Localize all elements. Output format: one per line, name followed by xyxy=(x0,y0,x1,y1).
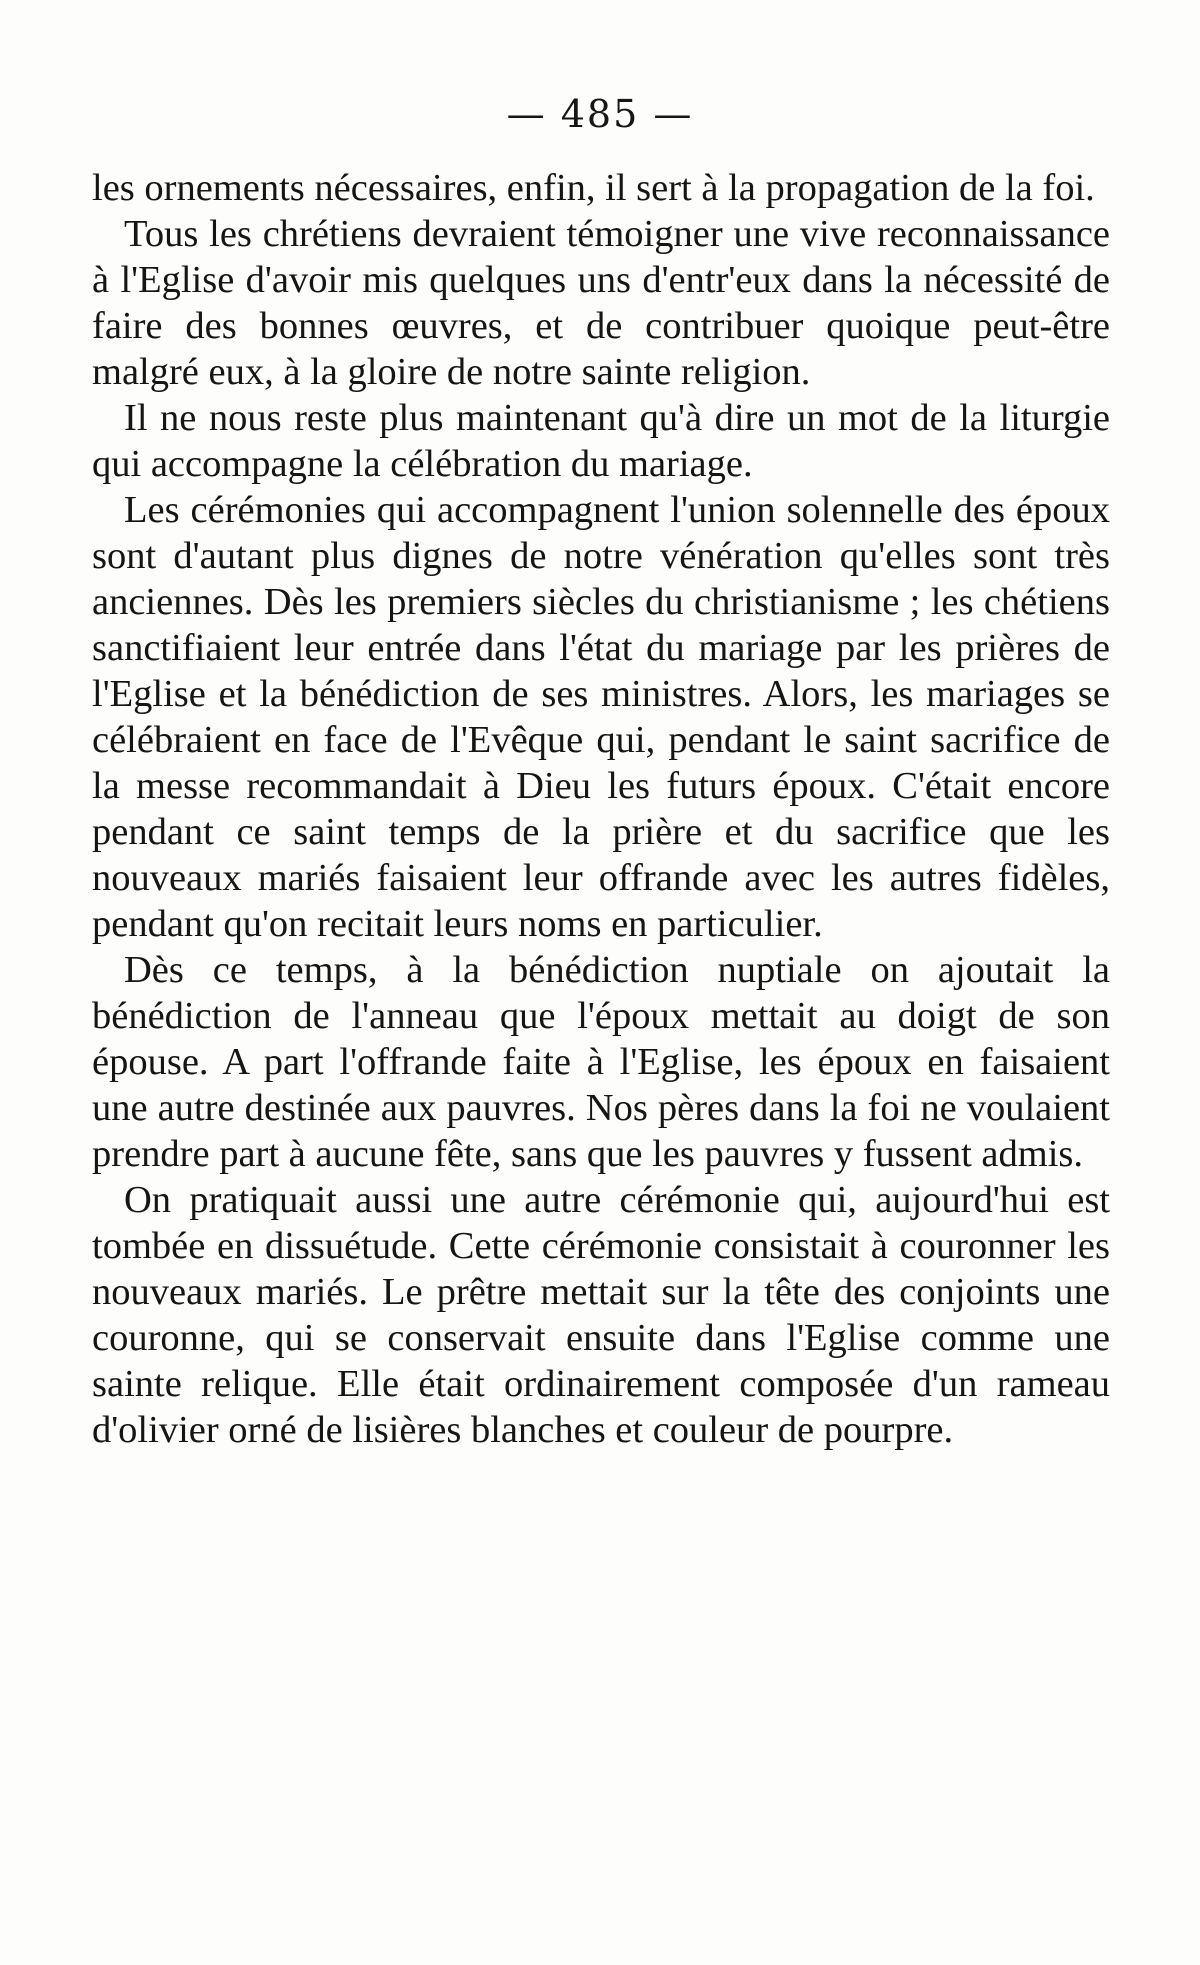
paragraph-2: Tous les chrétiens devraient témoigner une vive reconnaissance à l'Eglise d'avoir mis quelques uns d'entr'eux dans la nécessité de faire des bonnes œuvres, et de contribuer quoique peut-être malgré eux, à la gloire de notre sainte religion. xyxy=(92,213,1110,393)
paragraph-1: les ornements nécessaires, enfin, il sert à la propagation de la foi. xyxy=(92,167,1095,209)
page-number: — 485 — xyxy=(506,92,694,136)
paragraph-4: Les cérémonies qui accompagnent l'union solennelle des époux sont d'autant plus dignes de notre vénération qu'elles sont très anciennes. Dès les premiers siècles du christianisme ; les chétiens sanctifiaient leur entrée dans l'état du mariage par les prières de l'Eglise et la bénédiction de ses ministres. Alors, les mariages se célébraient en face de l'Evêque qui, pendant le saint sacrifice de la messe recommandait à Dieu les futurs époux. C'était encore pendant ce saint temps de la prière et du sacrifice que les nouveaux mariés faisaient leur offrande avec les autres fidèles, pendant qu'on recitait leurs noms en particulier. xyxy=(92,489,1110,945)
paragraph-5: Dès ce temps, à la bénédiction nuptiale on ajoutait la bénédiction de l'anneau que l'époux mettait au doigt de son épouse. A part l'offrande faite à l'Eglise, les époux en faisaient une autre destinée aux pauvres. Nos pères dans la foi ne voulaient prendre part à aucune fête, sans que les pauvres y fussent admis. xyxy=(92,949,1110,1175)
paragraph-3: Il ne nous reste plus maintenant qu'à dire un mot de la liturgie qui accompagne la célébration du mariage. xyxy=(92,397,1110,485)
body-text xyxy=(92,165,1110,1453)
paragraph-6: On pratiquait aussi une autre cérémonie qui, aujourd'hui est tombée en dissuétude. Cette cérémonie consistait à couronner les nouveaux mariés. Le prêtre mettait sur la tête des conjoints une couronne, qui se conservait ensuite dans l'Eglise comme une sainte relique. Elle était ordinairement composée d'un rameau d'olivier orné de lisières blanches et couleur de pourpre. xyxy=(92,1179,1110,1451)
